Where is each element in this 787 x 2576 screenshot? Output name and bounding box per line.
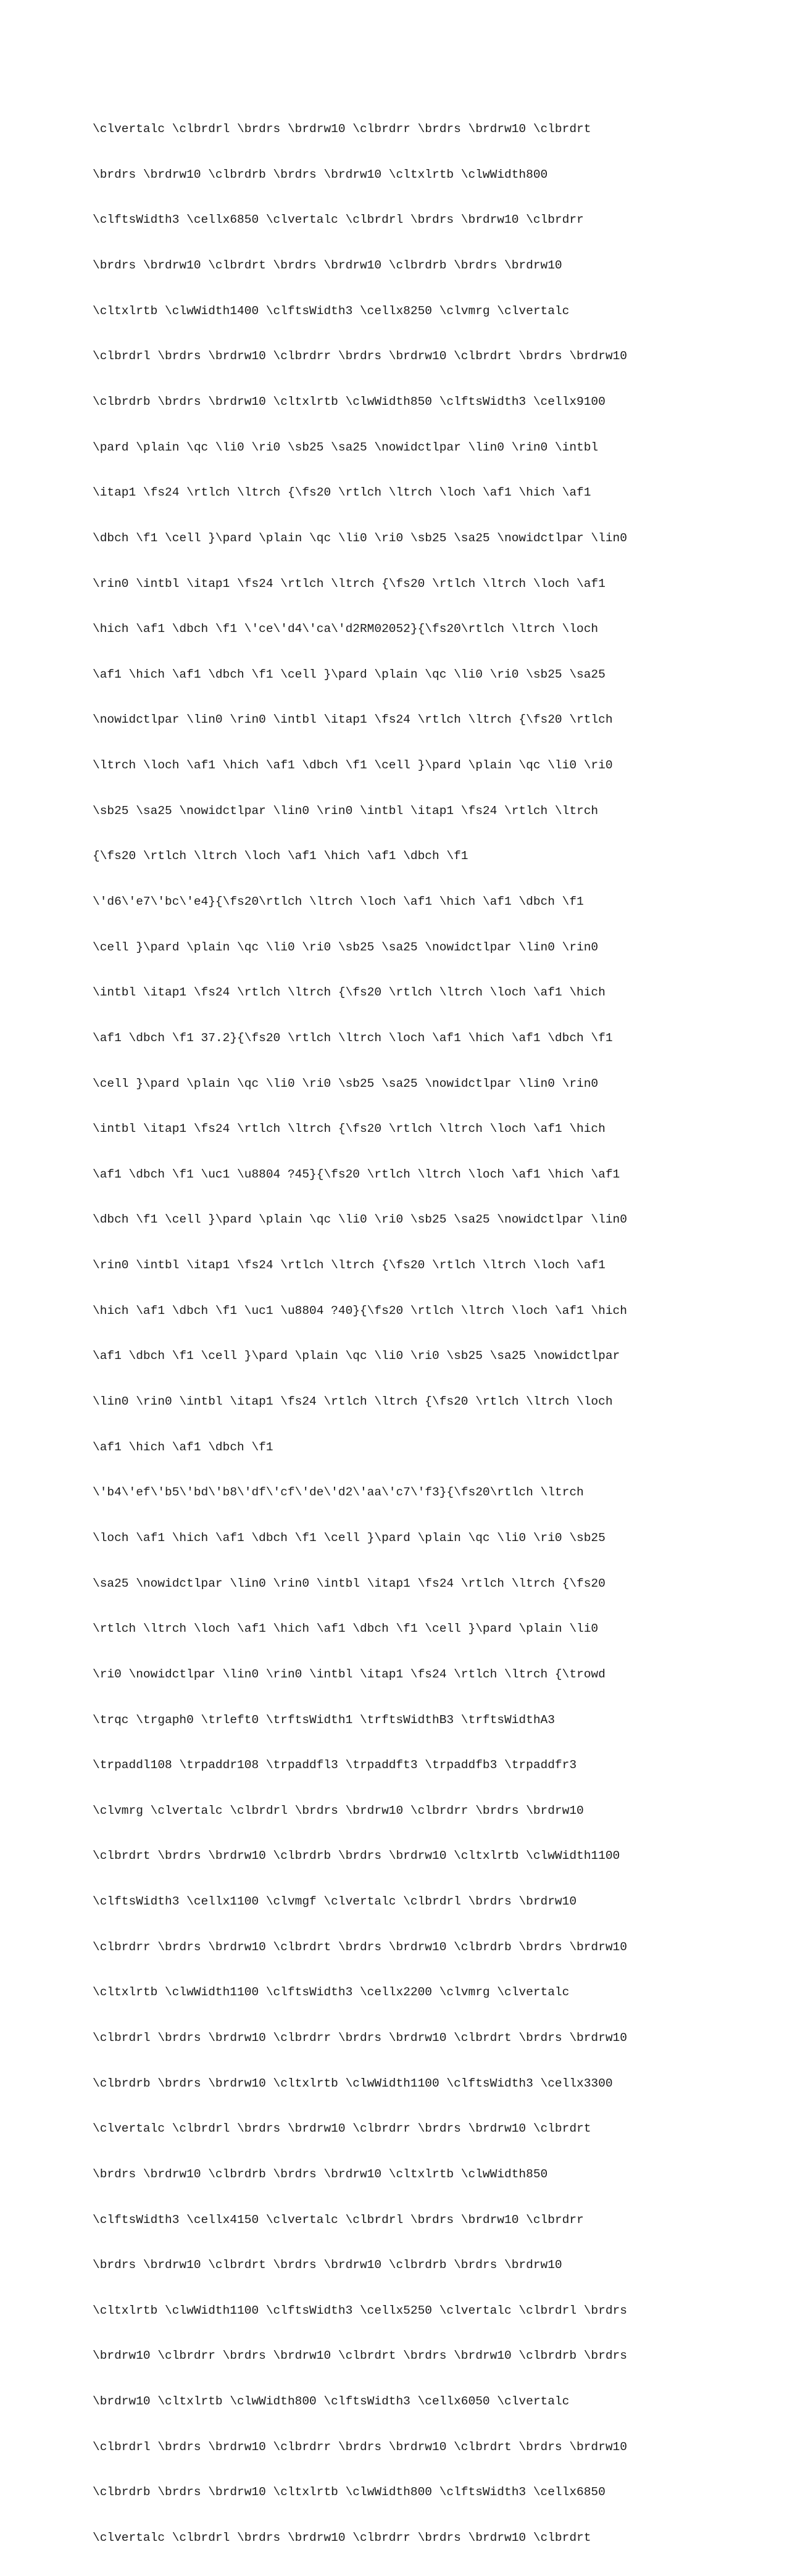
text-line: \af1 \hich \af1 \dbch \f1 \cell }\pard \plain \qc \li0 \ri0 \sb25 \sa25: [93, 667, 606, 681]
text-line: \ltrch \loch \af1 \hich \af1 \dbch \f1 \cell }\pard \plain \qc \li0 \ri0: [93, 758, 613, 773]
text-line: \clbrdrr \brdrs \brdrw10 \clbrdrt \brdrs \brdrw10 \clbrdrb \brdrs \brdrw10: [93, 1940, 627, 1954]
text-line: \trqc \trgaph0 \trleft0 \trftsWidth1 \trftsWidthB3 \trftsWidthA3: [93, 1713, 555, 1727]
text-line: \brdrw10 \clbrdrr \brdrs \brdrw10 \clbrdrt \brdrs \brdrw10 \clbrdrb \brdrs: [93, 2349, 627, 2363]
text-line: \af1 \dbch \f1 \uc1 \u8804 ?45}{\fs20 \rtlch \ltrch \loch \af1 \hich \af1: [93, 1167, 620, 1181]
text-line: \cltxlrtb \clwWidth1100 \clftsWidth3 \cellx5250 \clvertalc \clbrdrl \brdrs: [93, 2303, 627, 2317]
text-line: \brdrw10 \cltxlrtb \clwWidth800 \clftsWidth3 \cellx6050 \clvertalc: [93, 2395, 570, 2409]
text-line: \clvertalc \clbrdrl \brdrs \brdrw10 \clbrdrr \brdrs \brdrw10 \clbrdrt: [93, 122, 591, 136]
text-line: \lin0 \rin0 \intbl \itap1 \fs24 \rtlch \ltrch {\fs20 \rtlch \ltrch \loch: [93, 1395, 613, 1409]
text-line: \rin0 \intbl \itap1 \fs24 \rtlch \ltrch {\fs20 \rtlch \ltrch \loch \af1: [93, 576, 606, 591]
text-line: \clbrdrl \brdrs \brdrw10 \clbrdrr \brdrs \brdrw10 \clbrdrt \brdrs \brdrw10: [93, 349, 627, 364]
text-line: \clbrdrl \brdrs \brdrw10 \clbrdrr \brdrs \brdrw10 \clbrdrt \brdrs \brdrw10: [93, 2440, 627, 2454]
text-line: \clbrdrb \brdrs \brdrw10 \cltxlrtb \clwWidth1100 \clftsWidth3 \cellx3300: [93, 2076, 613, 2090]
text-line: \cell }\pard \plain \qc \li0 \ri0 \sb25 \sa25 \nowidctlpar \lin0 \rin0: [93, 940, 599, 954]
text-line: \hich \af1 \dbch \f1 \uc1 \u8804 ?40}{\fs20 \rtlch \ltrch \loch \af1 \hich: [93, 1303, 627, 1318]
text-line: \cltxlrtb \clwWidth1100 \clftsWidth3 \cellx2200 \clvmrg \clvertalc: [93, 1985, 570, 2000]
text-line: \clvertalc \clbrdrl \brdrs \brdrw10 \clbrdrr \brdrs \brdrw10 \clbrdrt: [93, 2122, 591, 2136]
text-line: {\fs20 \rtlch \ltrch \loch \af1 \hich \af1 \dbch \f1: [93, 849, 468, 863]
text-line: \clbrdrb \brdrs \brdrw10 \cltxlrtb \clwWidth850 \clftsWidth3 \cellx9100: [93, 394, 606, 409]
text-line: \af1 \hich \af1 \dbch \f1: [93, 1440, 273, 1454]
text-line: \cell }\pard \plain \qc \li0 \ri0 \sb25 \sa25 \nowidctlpar \lin0 \rin0: [93, 1076, 599, 1091]
text-line: \intbl \itap1 \fs24 \rtlch \ltrch {\fs20 \rtlch \ltrch \loch \af1 \hich: [93, 986, 606, 1000]
text-line: \clftsWidth3 \cellx6850 \clvertalc \clbrdrl \brdrs \brdrw10 \clbrdrr: [93, 213, 584, 227]
text-line: \nowidctlpar \lin0 \rin0 \intbl \itap1 \fs24 \rtlch \ltrch {\fs20 \rtlch: [93, 713, 613, 727]
text-line: \af1 \dbch \f1 \cell }\pard \plain \qc \li0 \ri0 \sb25 \sa25 \nowidctlpar: [93, 1349, 620, 1363]
text-line: \intbl \itap1 \fs24 \rtlch \ltrch {\fs20 \rtlch \ltrch \loch \af1 \hich: [93, 1122, 606, 1136]
text-line: \brdrs \brdrw10 \clbrdrt \brdrs \brdrw10 \clbrdrb \brdrs \brdrw10: [93, 2258, 562, 2272]
text-line: \loch \af1 \hich \af1 \dbch \f1 \cell }\pard \plain \qc \li0 \ri0 \sb25: [93, 1531, 606, 1545]
text-line: \'d6\'e7\'bc\'e4}{\fs20\rtlch \ltrch \loch \af1 \hich \af1 \dbch \f1: [93, 894, 584, 908]
text-line: \brdrs \brdrw10 \clbrdrt \brdrs \brdrw10 \clbrdrb \brdrs \brdrw10: [93, 259, 562, 273]
text-line: \dbch \f1 \cell }\pard \plain \qc \li0 \ri0 \sb25 \sa25 \nowidctlpar \lin0: [93, 1213, 627, 1227]
text-line: \ri0 \nowidctlpar \lin0 \rin0 \intbl \itap1 \fs24 \rtlch \ltrch {\trowd: [93, 1667, 606, 1681]
text-line: \clvmrg \clvertalc \clbrdrl \brdrs \brdrw10 \clbrdrr \brdrs \brdrw10: [93, 1803, 584, 1818]
text-line: \clftsWidth3 \cellx1100 \clvmgf \clvertalc \clbrdrl \brdrs \brdrw10: [93, 1895, 577, 1909]
text-line: \hich \af1 \dbch \f1 \'ce\'d4\'ca\'d2RM02052}{\fs20\rtlch \ltrch \loch: [93, 622, 599, 636]
text-line: \brdrs \brdrw10 \clbrdrb \brdrs \brdrw10 \cltxlrtb \clwWidth850: [93, 2167, 548, 2181]
rtf-source-text: [93, 91, 710, 2576]
text-line: \af1 \dbch \f1 37.2}{\fs20 \rtlch \ltrch \loch \af1 \hich \af1 \dbch \f1: [93, 1031, 613, 1045]
text-line: \pard \plain \qc \li0 \ri0 \sb25 \sa25 \nowidctlpar \lin0 \rin0 \intbl: [93, 440, 599, 454]
text-line: \clbrdrl \brdrs \brdrw10 \clbrdrr \brdrs \brdrw10 \clbrdrt \brdrs \brdrw10: [93, 2031, 627, 2045]
text-line: \clbrdrt \brdrs \brdrw10 \clbrdrb \brdrs \brdrw10 \cltxlrtb \clwWidth1100: [93, 1849, 620, 1863]
text-line: \rtlch \ltrch \loch \af1 \hich \af1 \dbch \f1 \cell }\pard \plain \li0: [93, 1622, 599, 1636]
text-line: \'b4\'ef\'b5\'bd\'b8\'df\'cf\'de\'d2\'aa\'c7\'f3}{\fs20\rtlch \ltrch: [93, 1485, 584, 1500]
text-line: \clbrdrb \brdrs \brdrw10 \cltxlrtb \clwWidth800 \clftsWidth3 \cellx6850: [93, 2485, 606, 2499]
text-line: \itap1 \fs24 \rtlch \ltrch {\fs20 \rtlch \ltrch \loch \af1 \hich \af1: [93, 486, 591, 500]
text-line: \cltxlrtb \clwWidth1400 \clftsWidth3 \cellx8250 \clvmrg \clvertalc: [93, 304, 570, 318]
text-line: \brdrs \brdrw10 \clbrdrb \brdrs \brdrw10 \cltxlrtb \clwWidth800: [93, 167, 548, 181]
text-line: \trpaddl108 \trpaddr108 \trpaddfl3 \trpaddft3 \trpaddfb3 \trpaddfr3: [93, 1758, 577, 1772]
text-line: \rin0 \intbl \itap1 \fs24 \rtlch \ltrch {\fs20 \rtlch \ltrch \loch \af1: [93, 1258, 606, 1273]
text-line: \sb25 \sa25 \nowidctlpar \lin0 \rin0 \intbl \itap1 \fs24 \rtlch \ltrch: [93, 804, 599, 818]
text-line: \dbch \f1 \cell }\pard \plain \qc \li0 \ri0 \sb25 \sa25 \nowidctlpar \lin0: [93, 531, 627, 545]
text-line: \clvertalc \clbrdrl \brdrs \brdrw10 \clbrdrr \brdrs \brdrw10 \clbrdrt: [93, 2531, 591, 2545]
text-line: \clftsWidth3 \cellx4150 \clvertalc \clbrdrl \brdrs \brdrw10 \clbrdrr: [93, 2212, 584, 2227]
text-line: \sa25 \nowidctlpar \lin0 \rin0 \intbl \itap1 \fs24 \rtlch \ltrch {\fs20: [93, 1576, 606, 1590]
